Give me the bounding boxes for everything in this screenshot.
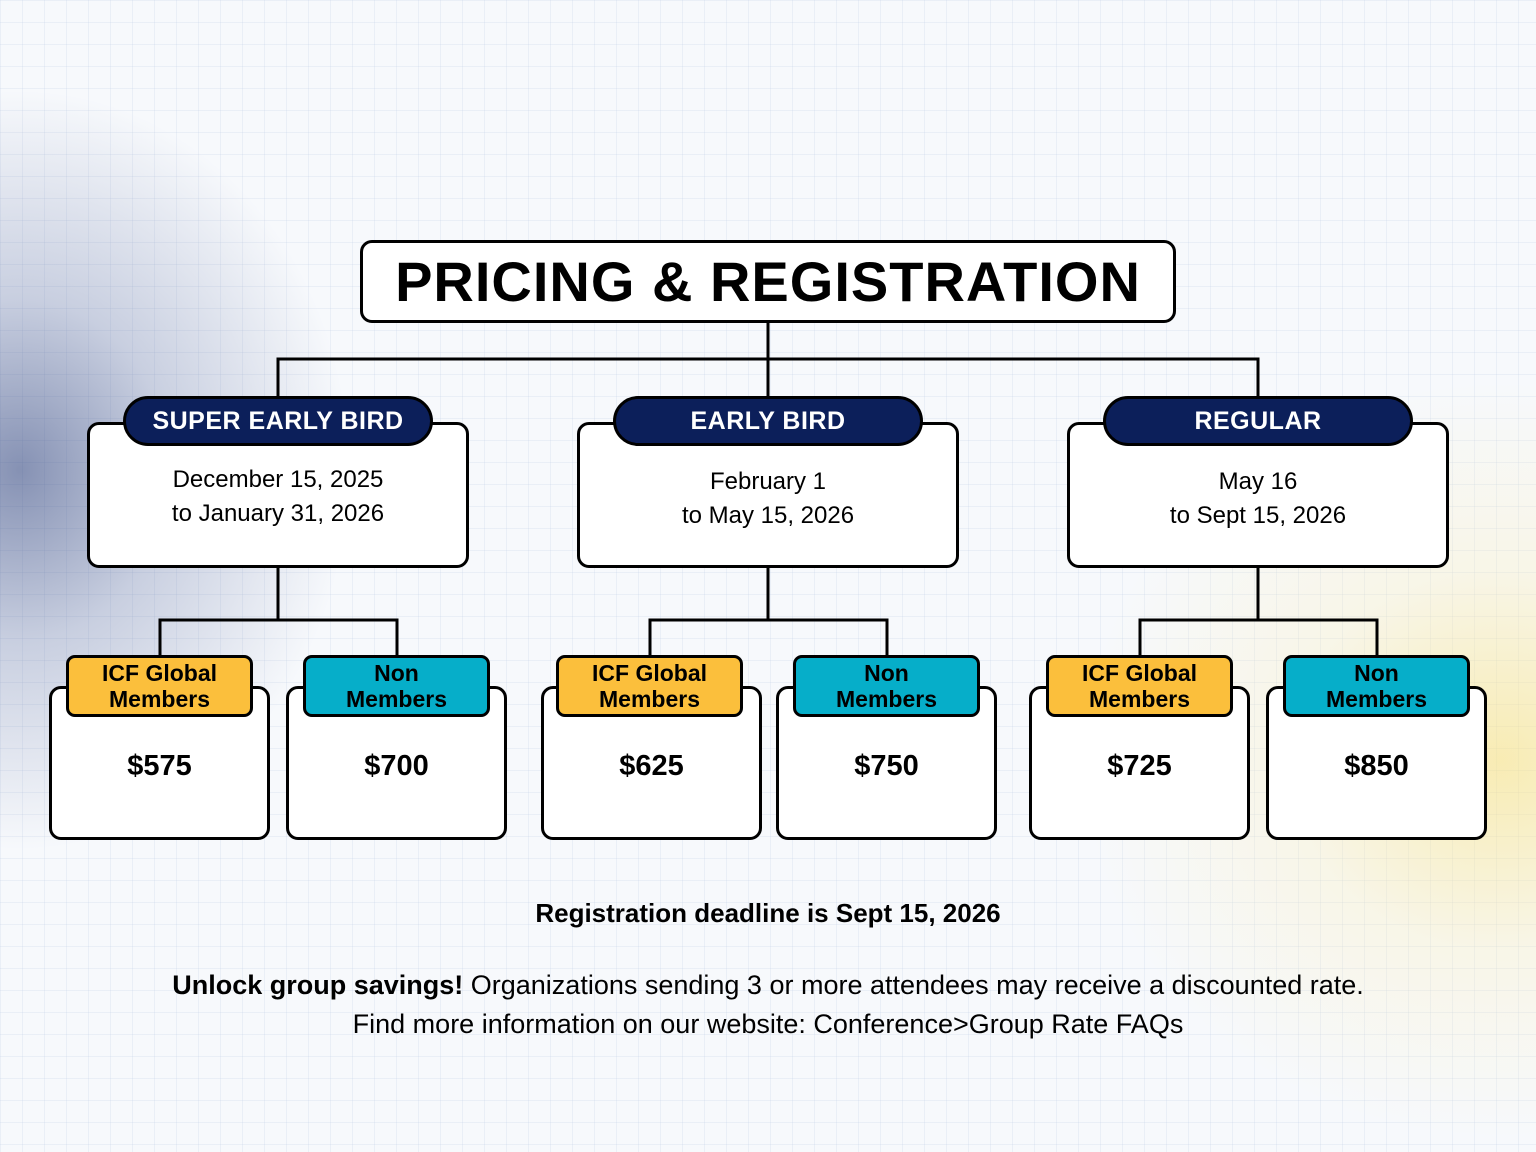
group-savings-line2: Find more information on our website: Conference>Group Rate FAQs (352, 1009, 1184, 1039)
member-tag-line2: Members (1089, 686, 1190, 712)
group-savings-text: Organizations sending 3 or more attendees may receive a discounted rate. (463, 970, 1364, 1000)
tier-dates (580, 465, 956, 533)
non-member-tag-line1: Non (1354, 660, 1399, 686)
member-tag-line1: ICF Global (1082, 660, 1197, 686)
regular-branch-line (1140, 568, 1377, 657)
tier-label-super-early-bird (123, 396, 433, 446)
tier-label-text: SUPER EARLY BIRD (152, 406, 404, 435)
tier-date-start: December 15, 2025 (172, 466, 384, 493)
super-early-bird-branch-line (160, 568, 397, 657)
early-bird-branch-line (650, 568, 887, 657)
non-member-tag-line2: Members (346, 686, 447, 712)
page-title-text: PRICING & REGISTRATION (395, 250, 1141, 313)
tier-label-early-bird (613, 396, 923, 446)
page-title (360, 240, 1176, 323)
non-member-tag (1283, 655, 1470, 717)
price-value: $750 (854, 749, 919, 782)
member-tag-line2: Members (599, 686, 700, 712)
member-tag-line1: ICF Global (592, 660, 707, 686)
registration-deadline: Registration deadline is Sept 15, 2026 (535, 898, 1001, 928)
tier-date-end: to May 15, 2026 (681, 502, 855, 529)
tier-label-text: EARLY BIRD (690, 406, 846, 435)
tier-date-start: February 1 (709, 468, 827, 495)
group-savings-line1 (40, 966, 1496, 1005)
group-savings-note (40, 966, 1496, 1044)
tier-dates (90, 463, 466, 531)
tier-date-end: to January 31, 2026 (171, 500, 385, 527)
member-tag-line1: ICF Global (102, 660, 217, 686)
non-member-tag (303, 655, 490, 717)
price-value: $700 (364, 749, 429, 782)
non-member-tag (793, 655, 980, 717)
non-member-tag-line2: Members (1326, 686, 1427, 712)
group-savings-lead: Unlock group savings! (172, 970, 464, 1000)
member-tag (66, 655, 253, 717)
price-value: $625 (619, 749, 684, 782)
price-value: $725 (1107, 749, 1172, 782)
member-tag (556, 655, 743, 717)
price-value: $575 (127, 749, 192, 782)
price-value: $850 (1344, 749, 1409, 782)
non-member-tag-line1: Non (374, 660, 419, 686)
non-member-tag-line2: Members (836, 686, 937, 712)
member-tag (1046, 655, 1233, 717)
tier-date-end: to Sept 15, 2026 (1169, 502, 1347, 529)
tier-label-text: REGULAR (1194, 406, 1322, 435)
non-member-tag-line1: Non (864, 660, 909, 686)
tier-dates (1070, 465, 1446, 533)
tier-label-regular (1103, 396, 1413, 446)
tier-date-start: May 16 (1218, 468, 1298, 495)
member-tag-line2: Members (109, 686, 210, 712)
